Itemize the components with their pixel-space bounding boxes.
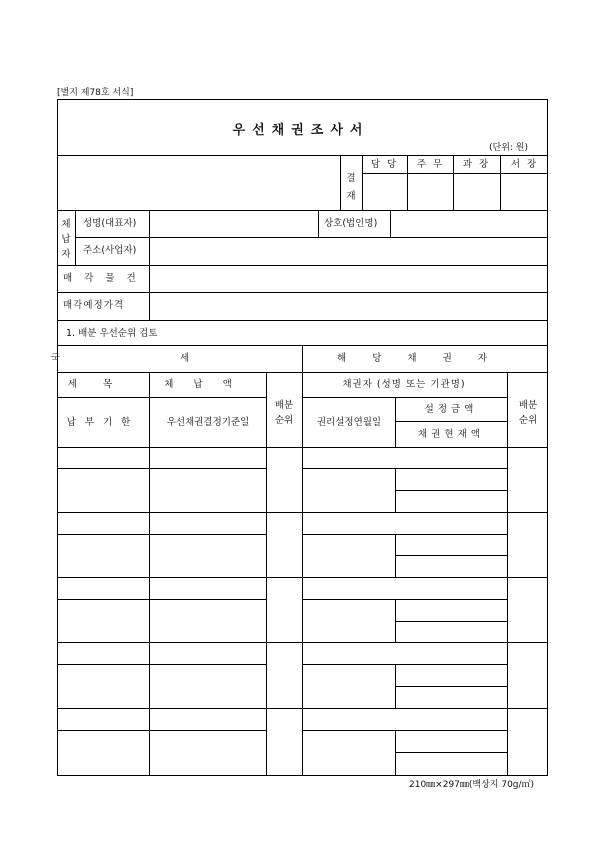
section-1-heading: 1. 배분 우선순위 검토 — [66, 328, 158, 339]
name-field[interactable] — [150, 211, 317, 236]
approval-box-4[interactable] — [501, 174, 547, 209]
approval-box-2[interactable] — [408, 174, 452, 209]
company-field[interactable] — [391, 211, 547, 236]
line-title-bottom — [57, 155, 548, 156]
creditor-header: 해당채권자 — [337, 353, 513, 364]
paper-spec: 210㎜×297㎜(백상지 70g/㎡) — [409, 780, 535, 790]
right-date-header: 권리설정연월일 — [316, 417, 382, 428]
table-row[interactable] — [58, 578, 548, 642]
creditor-name-header: 채권자 (성명 또는 기관명) — [342, 379, 466, 390]
sale-property-label: 매각물건 — [63, 273, 148, 284]
national-rank-header: 배분순위 — [274, 400, 294, 426]
approval-box-3[interactable] — [454, 174, 499, 209]
company-label: 상호(법인명) — [324, 218, 378, 229]
sale-price-label: 매각예정가격 — [63, 300, 125, 311]
address-label: 주소(사업자) — [83, 245, 137, 256]
set-amount-header: 설정금액 — [424, 404, 478, 415]
table-row[interactable] — [58, 513, 548, 577]
approval-label: 결재 — [346, 173, 356, 202]
unit-label: (단위: 원) — [489, 143, 528, 153]
approval-role-2: 주무 — [416, 159, 450, 170]
address-field[interactable] — [150, 238, 547, 264]
form-id: [별지 제78호 서식] — [57, 88, 134, 98]
priority-base-date-header: 우선채권결정기준일 — [166, 417, 250, 428]
table-row[interactable] — [58, 709, 548, 775]
approval-role-3: 과장 — [462, 159, 496, 170]
table-row[interactable] — [58, 448, 548, 512]
taxpayer-label: 체납자 — [61, 219, 71, 260]
name-label: 성명(대표자) — [83, 218, 137, 229]
approval-box-1[interactable] — [363, 174, 406, 209]
due-date-header: 납부기한 — [66, 417, 140, 428]
arrears-header: 체납액 — [164, 379, 252, 390]
form-title: 우선채권조사서 — [232, 123, 370, 138]
national-tax-header: 국세 — [50, 353, 310, 364]
table-row[interactable] — [58, 643, 548, 707]
creditor-rank-header: 배분순위 — [518, 400, 538, 426]
approval-role-1: 담당 — [370, 159, 404, 170]
sale-price-field[interactable] — [150, 293, 547, 319]
tax-item-header: 세목 — [67, 379, 139, 390]
sale-property-field[interactable] — [150, 266, 547, 291]
current-amount-header: 채권현재액 — [418, 429, 484, 440]
approval-role-4: 서장 — [510, 159, 544, 170]
